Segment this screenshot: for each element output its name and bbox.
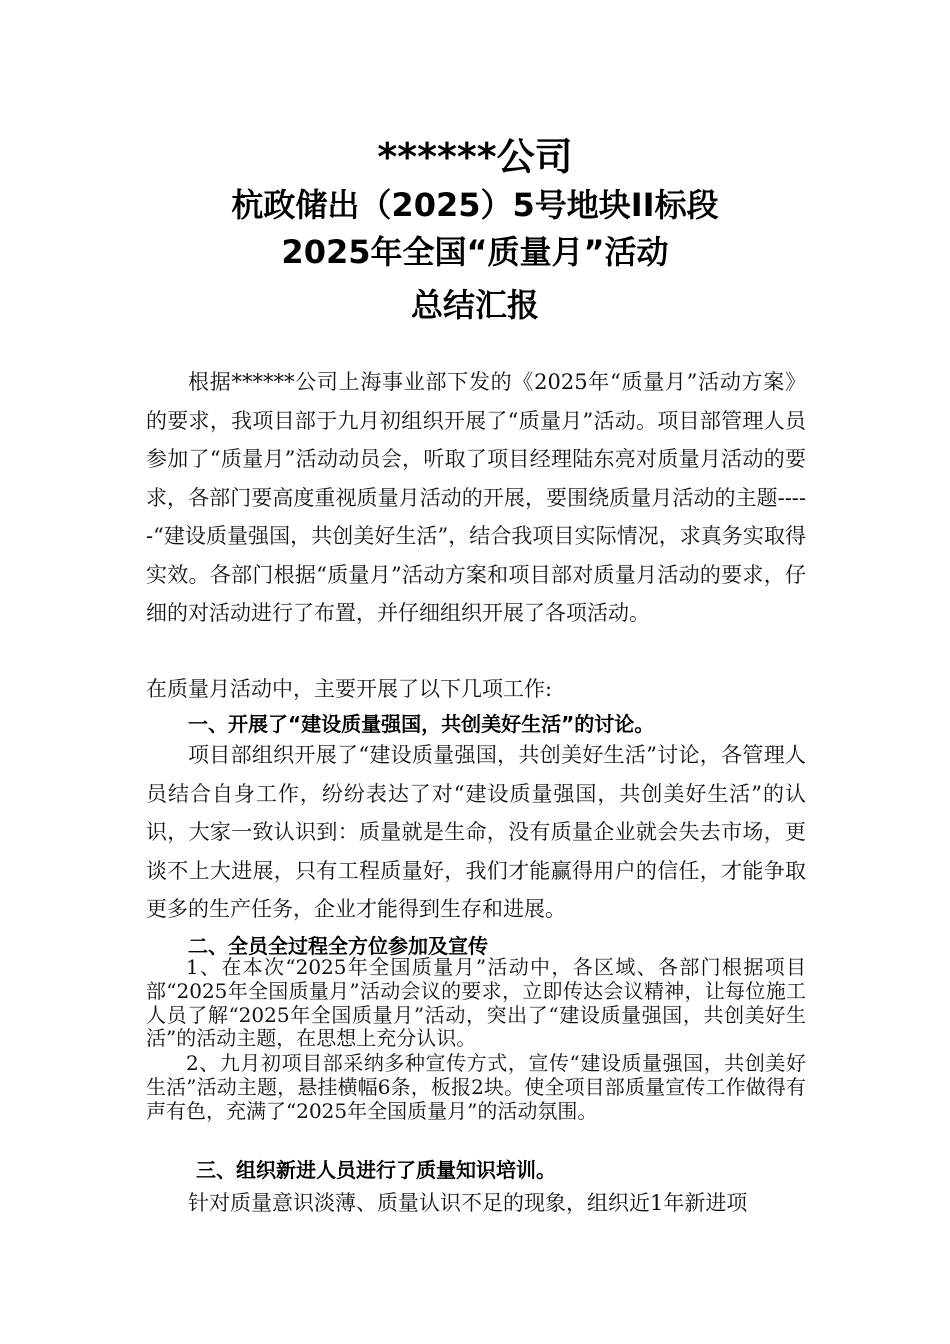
section-1-paragraph: 项目部组织开展了“建设质量强国，共创美好生活”讨论，各管理人员结合自身工作，纷纷表达了对“建设质量强国，共创美好生活”的认识，大家一致认识到：质量就是生命，没有质量企业就会失去市场，更谈不上大进展，只有工程质量好，我们才能赢得用户的信任，才能争取更多的生产任务，企业才能得到生存和进展。 xyxy=(146,743,806,921)
project-title: 杭政储出（2025）5号地块II标段 xyxy=(231,186,719,224)
item-2-paragraph: 2、九月初项目部采纳多种宣传方式，宣传“建设质量强国，共创美好生活”活动主题，悬挂横幅6条，板报2块。使全项目部质量宣传工作做得有声有色，充满了“2025年全国质量月”的活动氛围。 xyxy=(146,1051,806,1123)
intro-paragraph: 根据******公司上海事业部下发的《2025年“质量月”活动方案》的要求，我项目部于九月初组织开展了“质量月”活动。项目部管理人员参加了“质量月”活动动员会，听取了项目经理陆东亮对质量月活动的要求，各部门要高度重视质量月活动的开展，要围绕质量月活动的主题-----“建设质量强国，共创美好生活”，结合我项目实际情况，求真务实取得实效。各部门根据“质量月”活动方案和项目部对质量月活动的要求，仔细的对活动进行了布置，并仔细组织开展了各项活动。 xyxy=(146,370,806,625)
company-title: ******公司 xyxy=(377,135,573,179)
section-heading-1: 一、开展了“建设质量强国，共创美好生活”的讨论。 xyxy=(188,712,655,736)
report-title: 总结汇报 xyxy=(410,286,539,324)
section-heading-2: 二、全员全过程全方位参加及宣传 xyxy=(188,934,488,958)
section-3-paragraph: 针对质量意识淡薄、质量认识不足的现象，组织近1年新进项 xyxy=(188,1191,748,1215)
activity-title: 2025年全国“质量月”活动 xyxy=(281,233,669,271)
section-heading-3: 三、组织新进人员进行了质量知识培训。 xyxy=(196,1158,556,1182)
lead-paragraph: 在质量月活动中，主要开展了以下几项工作: xyxy=(146,677,553,701)
item-1-paragraph: 1、在本次“2025年全国质量月”活动中，各区域、各部门根据项目部“2025年全国质量月”活动会议的要求，立即传达会议精神，让每位施工人员了解“2025年全国质量月”活动，突出了“建设质量强国，共创美好生活”的活动主题，在思想上充分认识。 xyxy=(146,955,806,1051)
